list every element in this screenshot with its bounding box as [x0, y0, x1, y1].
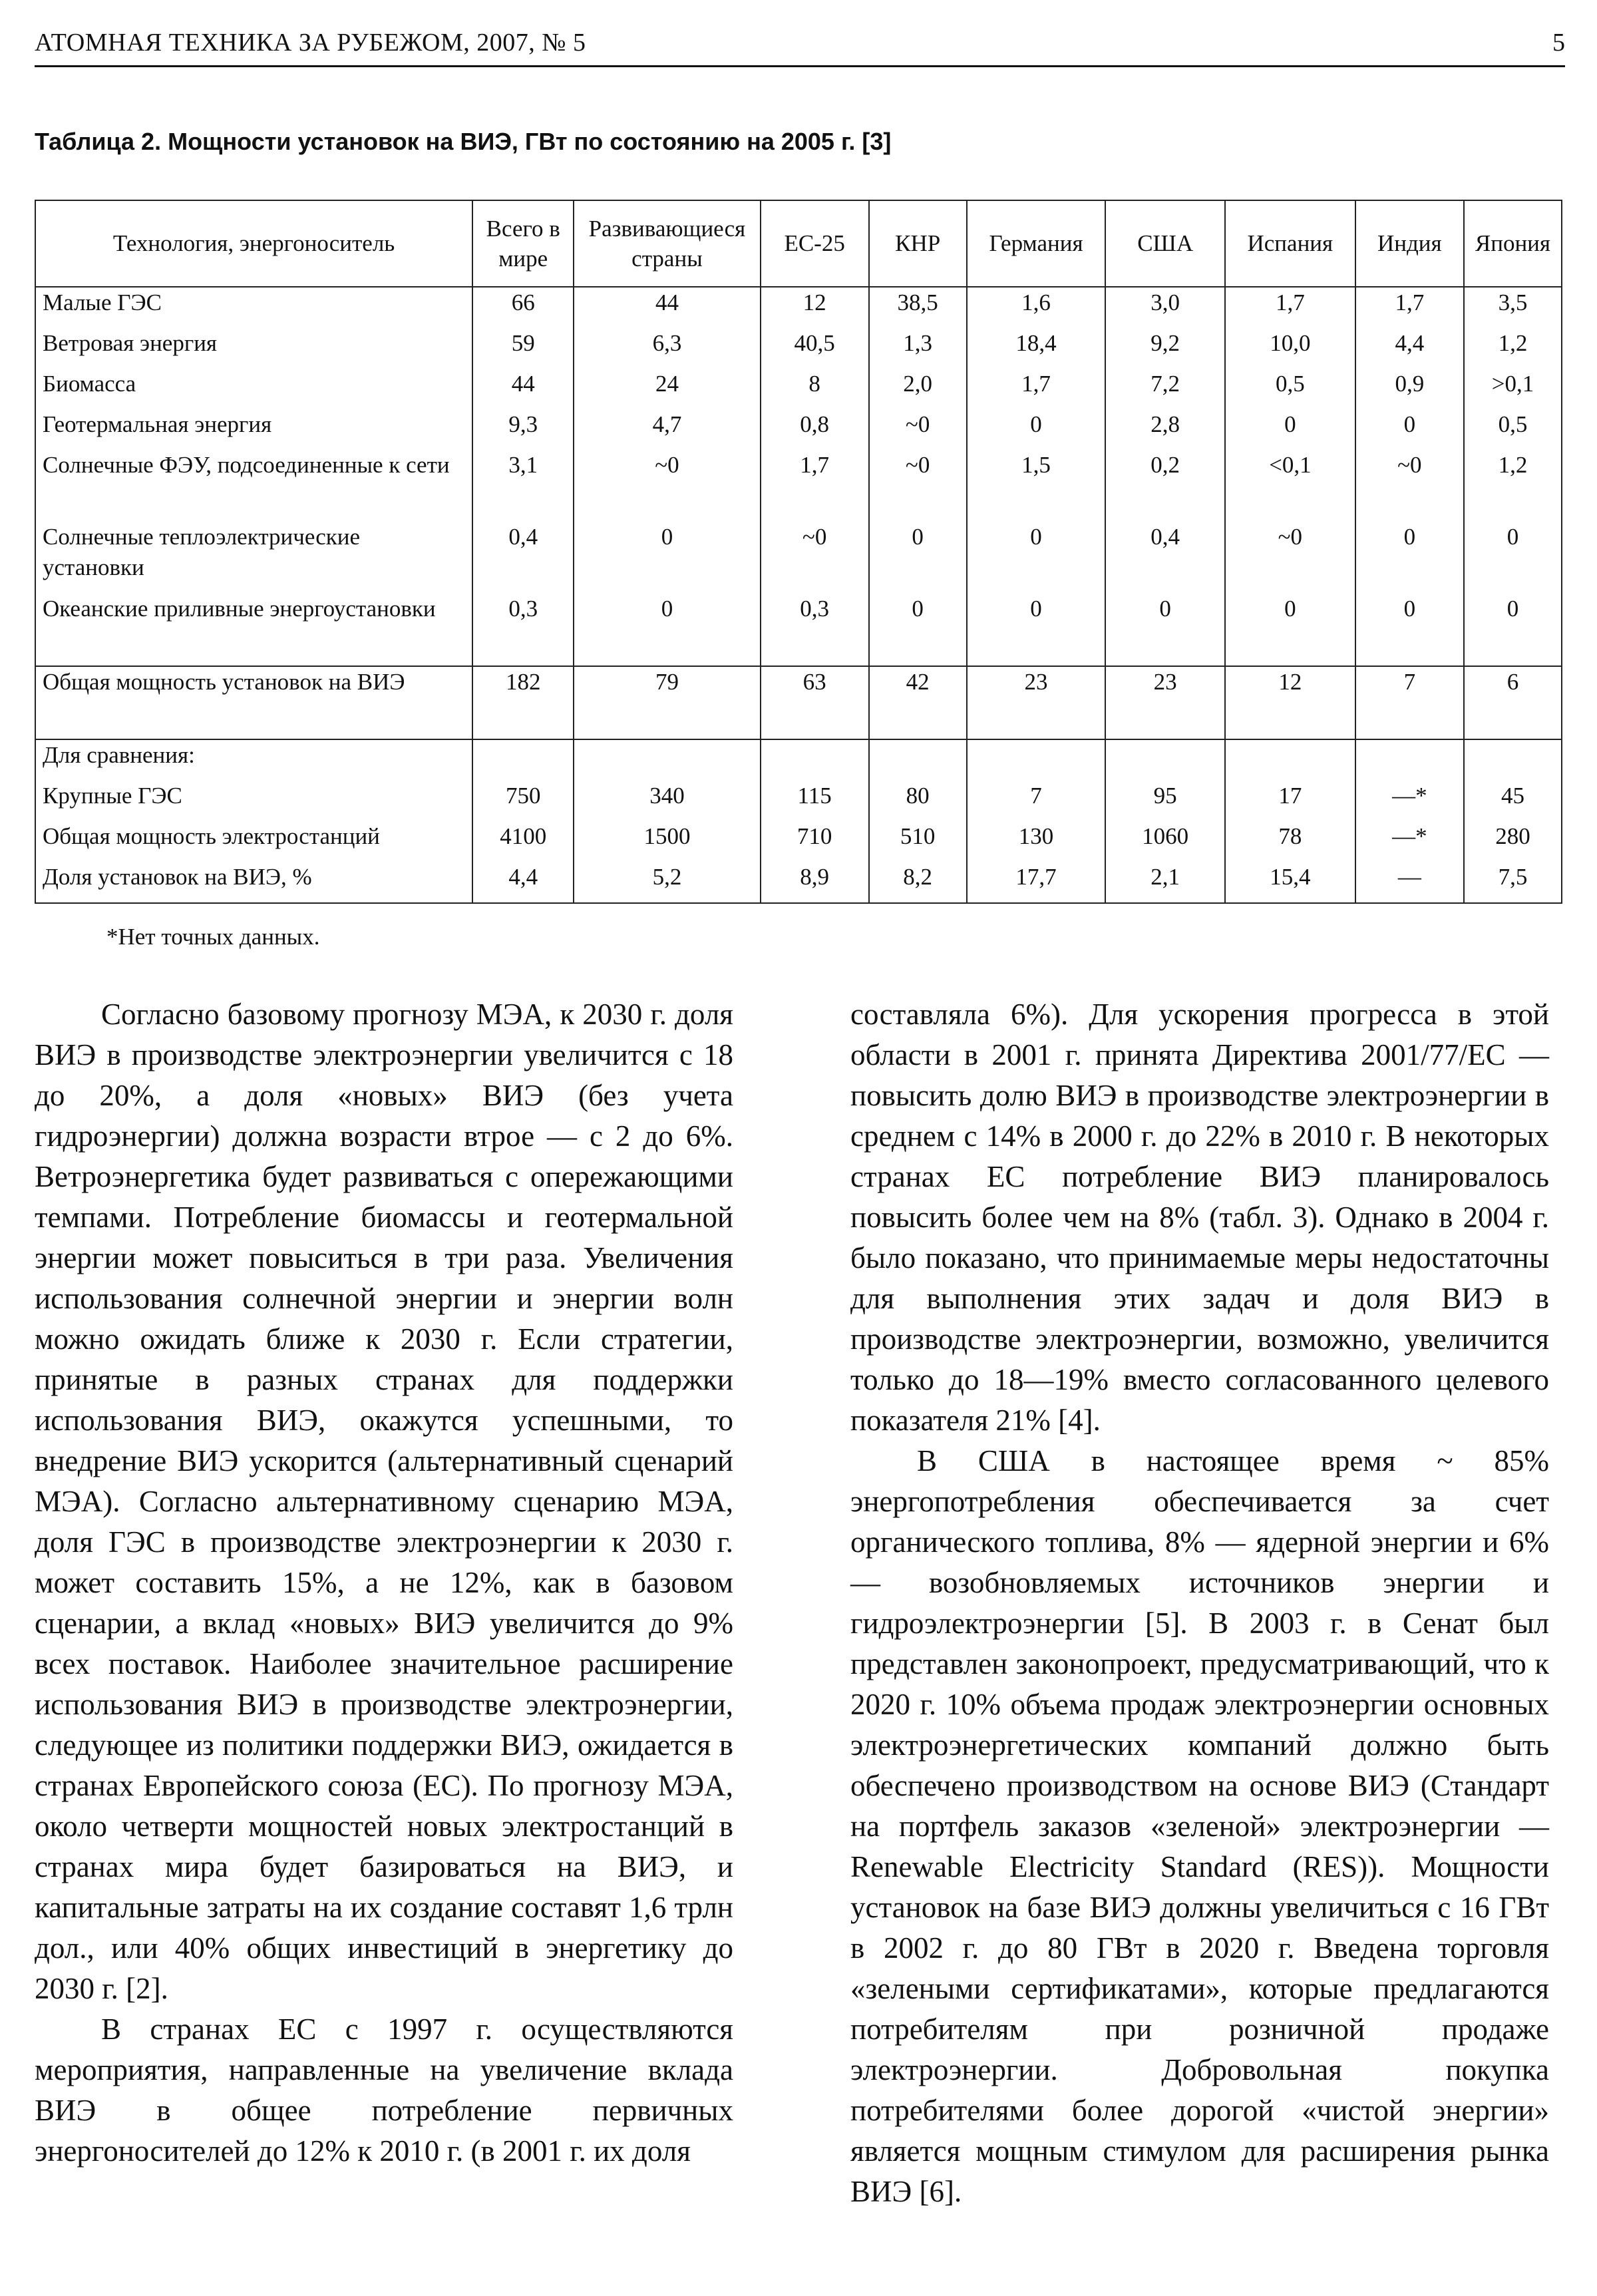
table-cell: 0 — [1464, 522, 1562, 594]
table-cell: 78 — [1225, 821, 1355, 862]
paragraph: составляла 6%). Для ускорения прогресса в этой области в 2001 г. принята Директива 2001/77/ЕС — повысить долю ВИЭ в производстве электроэнергии в среднем с 14% в 2000 г. до 22% в 2010 г. В некоторых странах ЕС потребление ВИЭ планировалось повысить более чем на 8% (табл. 3). Однако в 2004 г. было показано, что принимаемые меры недостаточны для выполнения этих задач и доля ВИЭ в производстве электроэнергии, возможно, увеличится только до 18—19% вместо согласованного целевого показателя 21% [4]. — [850, 998, 1549, 1437]
table-cell: 0 — [967, 409, 1106, 450]
table-cell: 0,9 — [1355, 369, 1464, 409]
column-header: США — [1105, 200, 1224, 287]
table-cell: 0 — [1464, 594, 1562, 666]
table-cell: 12 — [761, 287, 869, 328]
table-cell: 7,5 — [1464, 862, 1562, 903]
table-cell: 1,7 — [967, 369, 1106, 409]
row-label: Биомасса — [35, 369, 472, 409]
table-cell: 9,2 — [1105, 328, 1224, 369]
running-header — [35, 24, 1565, 67]
column-header: Развивающиеся страны — [574, 200, 760, 287]
table-cell: 10,0 — [1225, 328, 1355, 369]
table-cell: 66 — [472, 287, 574, 328]
table-cell: 0,3 — [761, 594, 869, 666]
column-header: Испания — [1225, 200, 1355, 287]
table-cell: 45 — [1464, 781, 1562, 821]
table-cell: 8 — [761, 369, 869, 409]
table-row — [35, 781, 1562, 821]
table-cell: 6 — [1464, 666, 1562, 739]
table-cell: 0,8 — [761, 409, 869, 450]
table-cell: ~0 — [869, 409, 967, 450]
table-cell: 2,1 — [1105, 862, 1224, 903]
table-cell: 130 — [967, 821, 1106, 862]
table-cell: 79 — [574, 666, 760, 739]
table-cell: ~0 — [761, 522, 869, 594]
table-cell: 3,5 — [1464, 287, 1562, 328]
table-cell: >0,1 — [1464, 369, 1562, 409]
table-cell: 17 — [1225, 781, 1355, 821]
table-cell: 0 — [1225, 594, 1355, 666]
table-cell: 7 — [967, 781, 1106, 821]
table-row — [35, 821, 1562, 862]
table-row — [35, 369, 1562, 409]
comparison-heading-row — [35, 739, 1562, 781]
table-cell: 340 — [574, 781, 760, 821]
row-label: Малые ГЭС — [35, 287, 472, 328]
table-cell: 0 — [574, 522, 760, 594]
table-cell: 4,4 — [472, 862, 574, 903]
table-cell: 95 — [1105, 781, 1224, 821]
table-cell: 115 — [761, 781, 869, 821]
table-cell: 0,5 — [1225, 369, 1355, 409]
table-cell: 12 — [1225, 666, 1355, 739]
table-cell: 40,5 — [761, 328, 869, 369]
column-header: Индия — [1355, 200, 1464, 287]
paragraph: Согласно базовому прогнозу МЭА, к 2030 г. доля ВИЭ в производстве электроэнергии увеличится с 18 до 20%, а доля «новых» ВИЭ (без учета гидроэнергии) должна возрасти втрое — с 2 до 6%. Ветроэнергетика будет развиваться с опережающими темпами. Потребление биомассы и геотермальной энергии может повыситься в три раза. Увеличения использования солнечной энергии и энергии волн можно ожидать ближе к 2030 г. Если стратегии, принятые в разных странах для поддержки использования ВИЭ, окажутся успешными, то внедрение ВИЭ ускорится (альтернативный сценарий МЭА). Согласно альтернативному сценарию МЭА, доля ГЭС в производстве электроэнергии к 2030 г. может составить 15%, а не 12%, как в базовом сценарии, а вклад «новых» ВИЭ увеличится до 9% всех поставок. Наиболее значительное расширение использования ВИЭ в производстве электроэнергии, следующее из политики поддержки ВИЭ, ожидается в странах Европейского союза (ЕС). По прогнозу МЭА, около четверти мощностей новых электростанций в странах мира будет базироваться на ВИЭ, и капитальные затраты на их создание составят 1,6 трлн дол., или 40% общих инвестиций в энергетику до 2030 г. [2]. — [35, 998, 733, 2005]
table-cell: 6,3 — [574, 328, 760, 369]
table-cell: 7,2 — [1105, 369, 1224, 409]
table-cell: 5,2 — [574, 862, 760, 903]
table-cell: 0 — [1225, 409, 1355, 450]
table-cell: 23 — [1105, 666, 1224, 739]
table-cell: — — [1355, 862, 1464, 903]
row-label: Крупные ГЭС — [35, 781, 472, 821]
table-cell: 0 — [967, 594, 1106, 666]
table-cell: 1,5 — [967, 450, 1106, 522]
table-row — [35, 287, 1562, 328]
column-header: Германия — [967, 200, 1106, 287]
table-cell: 0 — [869, 594, 967, 666]
row-label: Общая мощность установок на ВИЭ — [35, 666, 472, 739]
table-cell: 4,4 — [1355, 328, 1464, 369]
table-row — [35, 328, 1562, 369]
table-cell: 59 — [472, 328, 574, 369]
renewables-capacity-table — [35, 200, 1562, 904]
row-label: Солнечные теплоэлектрические установки — [35, 522, 472, 594]
table-footnote: *Нет точных данных. — [106, 924, 320, 950]
table-cell: 42 — [869, 666, 967, 739]
table-cell: 510 — [869, 821, 967, 862]
table-cell: 0,5 — [1464, 409, 1562, 450]
table-cell: 0 — [1105, 594, 1224, 666]
table-row — [35, 409, 1562, 450]
table-cell: 1,7 — [1355, 287, 1464, 328]
table-cell: 750 — [472, 781, 574, 821]
row-label: Ветровая энергия — [35, 328, 472, 369]
table-cell: 0 — [1355, 522, 1464, 594]
table-cell: 182 — [472, 666, 574, 739]
journal-title: АТОМНАЯ ТЕХНИКА ЗА РУБЕЖОМ, 2007, № 5 — [35, 29, 586, 57]
table-cell: 0 — [1355, 409, 1464, 450]
table-cell: 17,7 — [967, 862, 1106, 903]
table-cell: 3,0 — [1105, 287, 1224, 328]
table-row — [35, 522, 1562, 594]
table-cell: 1,3 — [869, 328, 967, 369]
row-label: Солнечные ФЭУ, подсоединенные к сети — [35, 450, 472, 522]
table-cell: ~0 — [1355, 450, 1464, 522]
table-cell: 3,1 — [472, 450, 574, 522]
table-cell: 710 — [761, 821, 869, 862]
table-cell: 44 — [472, 369, 574, 409]
table-cell: —* — [1355, 821, 1464, 862]
row-label: Океанские приливные энергоустановки — [35, 594, 472, 666]
table-cell: 0 — [574, 594, 760, 666]
table-cell: ~0 — [574, 450, 760, 522]
table-cell: 1,7 — [1225, 287, 1355, 328]
table-cell: —* — [1355, 781, 1464, 821]
table-cell: 63 — [761, 666, 869, 739]
table-cell: 80 — [869, 781, 967, 821]
table-cell: 0 — [869, 522, 967, 594]
table-cell: 2,8 — [1105, 409, 1224, 450]
column-header: Всего в мире — [472, 200, 574, 287]
table-cell: 38,5 — [869, 287, 967, 328]
table-cell: 1060 — [1105, 821, 1224, 862]
table-cell: 1,7 — [761, 450, 869, 522]
table-cell: 0,4 — [472, 522, 574, 594]
table-cell: 1,2 — [1464, 328, 1562, 369]
table-cell: 0 — [1355, 594, 1464, 666]
row-label: Общая мощность электростанций — [35, 821, 472, 862]
table-cell: 8,2 — [869, 862, 967, 903]
table-cell: 0,4 — [1105, 522, 1224, 594]
paragraph: В США в настоящее время ~ 85% энергопотребления обеспечивается за счет органического топлива, 8% — ядерной энергии и 6% — возобновляемых источников энергии и гидроэлектроэнергии [5]. В 2003 г. в Сенат был представлен законопроект, предусматривающий, что к 2020 г. 10% объема продаж электроэнергии основных электроэнергетических компаний должно быть обеспечено производством на основе ВИЭ (Стандарт на портфель заказов «зеленой» электроэнергии — Renewable Electricity Standard (RES)). Мощности установок на базе ВИЭ должны увеличиться с 16 ГВт в 2002 г. до 80 ГВт в 2020 г. Введена торговля «зелеными сертификатами», которые предлагаются потребителям при розничной продаже электроэнергии. Добровольная покупка потребителями более дорогой «чистой энергии» является мощным стимулом для расширения рынка ВИЭ [6]. — [850, 1444, 1549, 2208]
text-column-left — [35, 994, 733, 2172]
table-cell: 280 — [1464, 821, 1562, 862]
page-number: 5 — [1552, 29, 1565, 57]
table-cell: 23 — [967, 666, 1106, 739]
table-cell: 0,2 — [1105, 450, 1224, 522]
table-cell: 4,7 — [574, 409, 760, 450]
table-cell: 44 — [574, 287, 760, 328]
table-caption: Таблица 2. Мощности установок на ВИЭ, ГВт по состоянию на 2005 г. [3] — [35, 128, 892, 155]
column-header: КНР — [869, 200, 967, 287]
comparison-heading: Для сравнения: — [35, 739, 472, 781]
table-cell: 1500 — [574, 821, 760, 862]
table-cell: 8,9 — [761, 862, 869, 903]
table-row — [35, 450, 1562, 522]
table-cell: ~0 — [869, 450, 967, 522]
paragraph: В странах ЕС с 1997 г. осуществляются мероприятия, направленные на увеличение вклада ВИЭ в общее потребление первичных энергоносителей до 12% к 2010 г. (в 2001 г. их доля — [35, 2012, 733, 2168]
column-header: ЕС-25 — [761, 200, 869, 287]
table-cell: 4100 — [472, 821, 574, 862]
text-column-right — [850, 994, 1549, 2212]
table-cell: 18,4 — [967, 328, 1106, 369]
table-total-row — [35, 666, 1562, 739]
column-header: Технология, энергоноситель — [35, 200, 472, 287]
table-cell: <0,1 — [1225, 450, 1355, 522]
table-cell: 24 — [574, 369, 760, 409]
table-header-row — [35, 200, 1562, 287]
table-row — [35, 862, 1562, 903]
table-cell: 15,4 — [1225, 862, 1355, 903]
row-label: Доля установок на ВИЭ, % — [35, 862, 472, 903]
table-row — [35, 594, 1562, 666]
table-cell: 7 — [1355, 666, 1464, 739]
table-cell: 9,3 — [472, 409, 574, 450]
table-cell: 1,6 — [967, 287, 1106, 328]
table-cell: ~0 — [1225, 522, 1355, 594]
column-header: Япония — [1464, 200, 1562, 287]
row-label: Геотермальная энергия — [35, 409, 472, 450]
table-cell: 0,3 — [472, 594, 574, 666]
table-cell: 0 — [967, 522, 1106, 594]
table-cell: 1,2 — [1464, 450, 1562, 522]
table-cell: 2,0 — [869, 369, 967, 409]
